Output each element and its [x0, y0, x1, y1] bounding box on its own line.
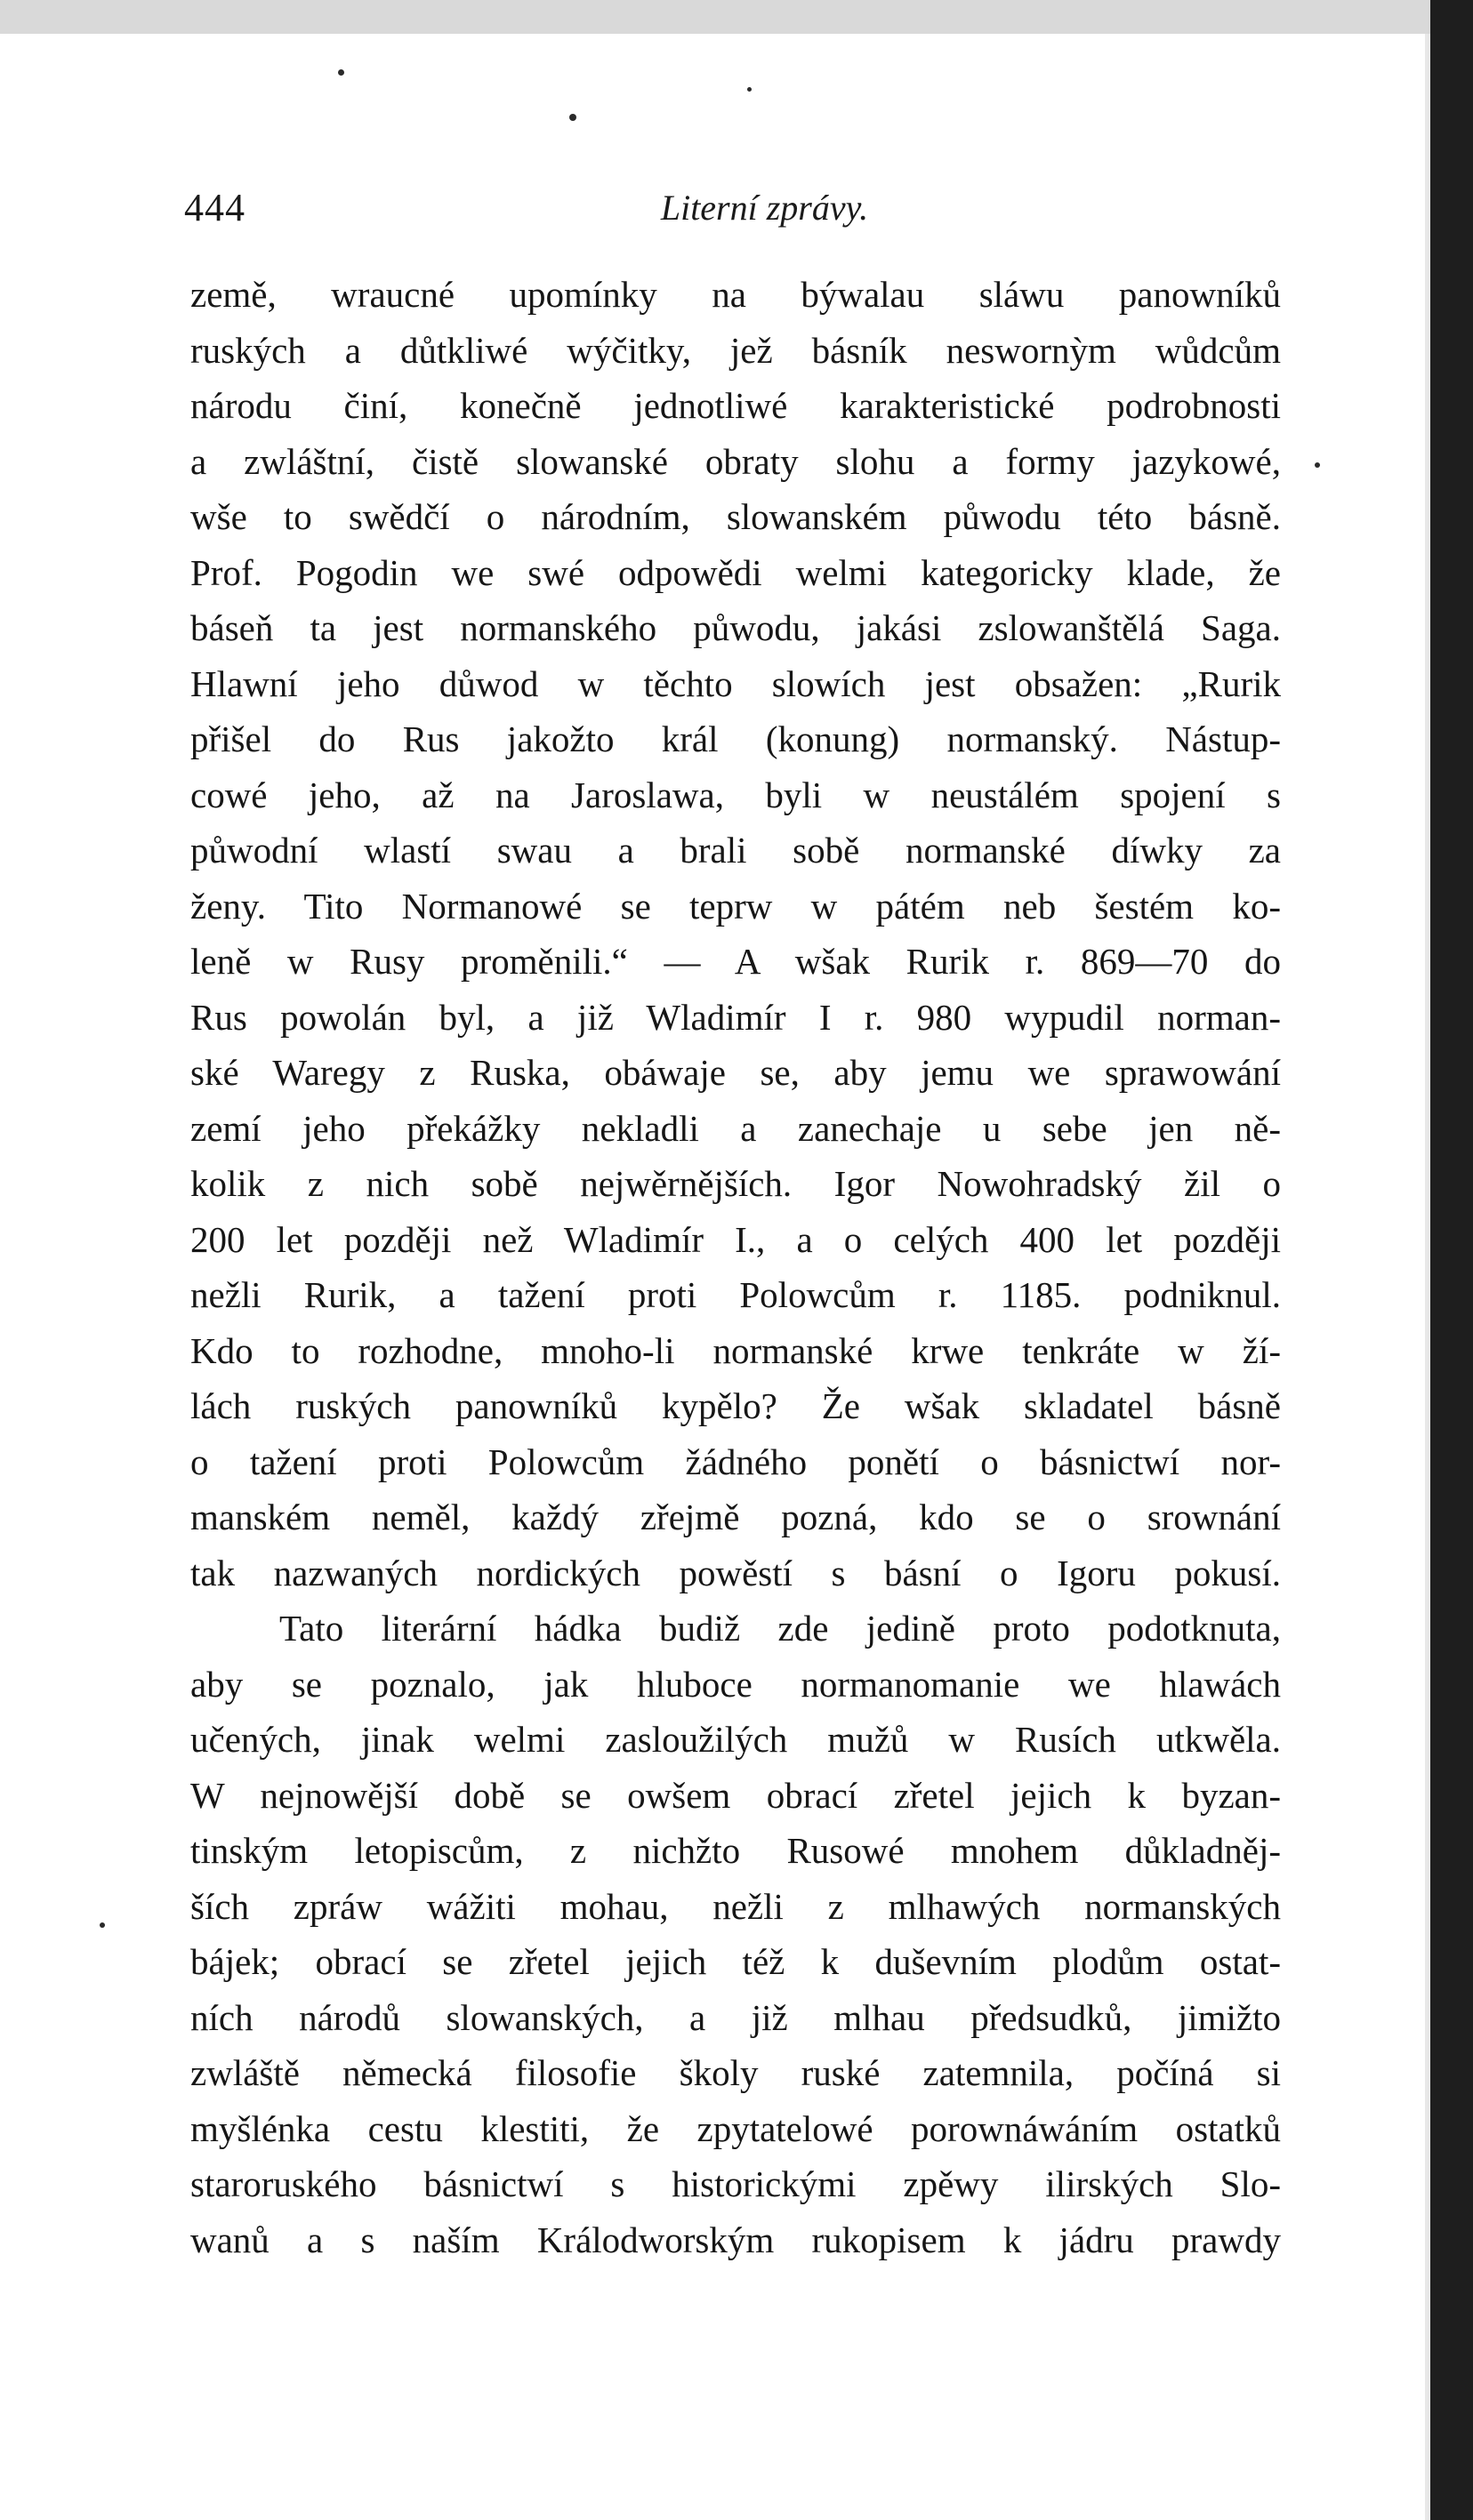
text-line: myšlénka cestu klestiti, že zpytatelowé porownáwáním ostatků [190, 2107, 1281, 2149]
scan-top-margin [0, 0, 1430, 34]
text-line: země, wraucné upomínky na býwalau sláwu panowníků [190, 274, 1281, 315]
text-line: bájek; obrací se zřetel jejich též k duševním plodům ostat- [190, 1941, 1281, 1982]
scan-speck [338, 69, 344, 76]
text-line: o tažení proti Polowcům žádného ponětí o básnictwí nor- [190, 1441, 1281, 1482]
text-line: leně w Rusy proměnili.“ — A wšak Rurik r. 869—70 do [190, 941, 1281, 982]
text-line: ruských a důtkliwé wýčitky, jež básník neswornỳm wůdcům [190, 329, 1281, 371]
text-line: učených, jinak welmi zasloužilých mužů w Rusích utkwěla. [190, 1719, 1281, 1760]
scan-speck [1315, 462, 1320, 468]
text-line: manském neměl, každý zřejmě pozná, kdo se o srownání [190, 1497, 1281, 1537]
body-text [190, 267, 1281, 2267]
text-line: 200 let později než Wladimír I., a o celých 400 let později [190, 1218, 1281, 1260]
text-line: ních národů slowanských, a již mlhau předsudků, jimižto [190, 1996, 1281, 2038]
text-line: Kdo to rozhodne, mnoho-li normanské krwe tenkráte w ží- [190, 1329, 1281, 1371]
text-line: a zwláštní, čistě slowanské obraty slohu a formy jazykowé, [190, 440, 1281, 482]
text-line: přišel do Rus jakožto král (konung) normanský. Nástup- [190, 718, 1281, 759]
text-line: lách ruských panowníků kypělo? Že wšak skladatel básně [190, 1385, 1281, 1426]
text-line: staroruského básnictwí s historickými zpěwy ilirských Slo- [190, 2163, 1281, 2204]
scan-speck [100, 1922, 105, 1928]
text-line: ské Waregy z Ruska, obáwaje se, aby jemu we sprawowání [190, 1052, 1281, 1093]
page-header [184, 185, 1274, 238]
text-line: W nejnowější době se owšem obrací zřetel jejich k byzan- [190, 1774, 1281, 1816]
text-line: nežli Rurik, a tažení proti Polowcům r. 1185. podniknul. [190, 1274, 1281, 1315]
text-line: zwláště německá filosofie školy ruské zatemnila, počíná si [190, 2052, 1281, 2093]
text-line: wše to swědčí o národním, slowanském půwodu této básně. [190, 496, 1281, 537]
text-line: zemí jeho překážky nekladli a zanechaje u sebe jen ně- [190, 1107, 1281, 1149]
text-line: půwodní wlastí swau a brali sobě normanské díwky za [190, 830, 1281, 871]
text-line: Rus powolán byl, a již Wladimír I r. 980 wypudil norman- [190, 996, 1281, 1038]
page-number: 444 [184, 186, 246, 229]
text-line: národu činí, konečně jednotliwé karakteristické podrobnosti [190, 385, 1281, 426]
text-line: aby se poznalo, jak hluboce normanomanie we hlawách [190, 1663, 1281, 1705]
text-line: wanů a s naším Králodworským rukopisem k jádru prawdy [190, 2219, 1281, 2260]
scan-speck [747, 87, 752, 92]
text-line: báseň ta jest normanského půwodu, jakási zslowanštělá Saga. [190, 607, 1281, 648]
scan-speck [569, 114, 576, 121]
running-head: Literní zprávy. [660, 188, 869, 228]
text-line: tak nazwaných nordických powěstí s básní o Igoru pokusí. [190, 1552, 1281, 1593]
text-line: tinským letopiscům, z nichžto Rusowé mnohem důkladněj- [190, 1830, 1281, 1871]
text-line: Prof. Pogodin we swé odpowědi welmi kategoricky klade, že [190, 551, 1281, 593]
text-line: Hlawní jeho důwod w těchto slowích jest obsažen: „Rurik [190, 662, 1281, 704]
text-line: ších zpráw wážiti mohau, nežli z mlhawých normanských [190, 1885, 1281, 1927]
text-line: cowé jeho, až na Jaroslawa, byli w neustálém spojení s [190, 774, 1281, 815]
text-line: kolik z nich sobě nejwěrnějších. Igor Nowohradský žil o [190, 1163, 1281, 1204]
scan-right-edge [1430, 0, 1473, 2520]
text-line: ženy. Tito Normanowé se teprw w pátém neb šestém ko- [190, 885, 1281, 927]
paragraph-start-line: Tato literární hádka budiž zde jedině proto podotknuta, [279, 1608, 1281, 1649]
